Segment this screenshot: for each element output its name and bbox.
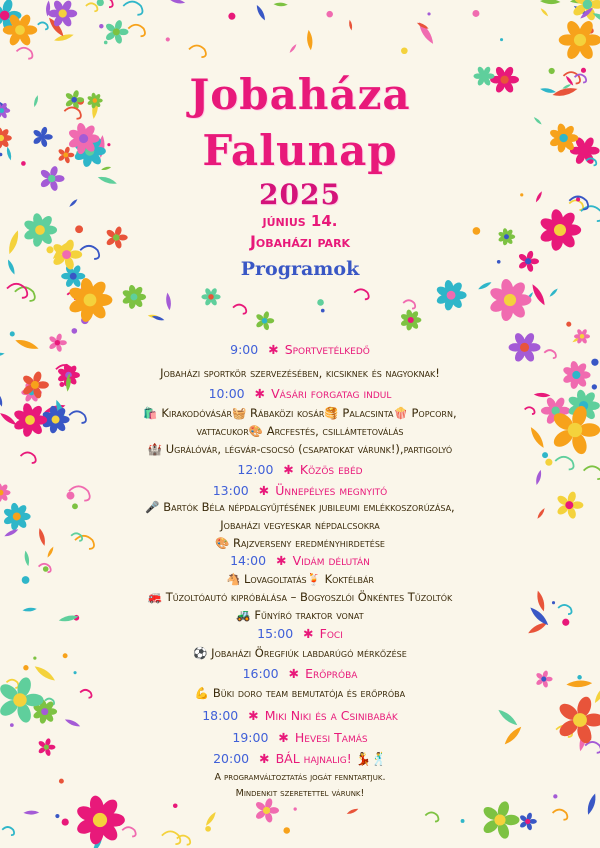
swirl-icon [555, 457, 573, 470]
leaf-icon [478, 282, 491, 289]
flower-center-icon [568, 423, 582, 437]
program-item [80, 462, 520, 477]
swirl-icon [189, 45, 206, 57]
program-description: 💪 Büki doro team bemutatója és erőpróba [194, 686, 406, 700]
dot-icon [59, 382, 64, 387]
leaf-icon [23, 811, 39, 815]
program-description: ⚽ Jobaházi Öregfiúk labdarúgó mérkőzése [193, 646, 407, 660]
flower-center-icon [263, 807, 270, 814]
dot-icon [566, 322, 571, 327]
program-event: Miki Niki és a Csinibabák [264, 708, 398, 723]
flower-center-icon [447, 291, 456, 300]
program-description: 🎤 Bartók Béla népdalgyűjtésének jubileumi emlékkoszorúzása, [145, 500, 455, 514]
swirl-icon [584, 466, 600, 479]
program-item [80, 626, 520, 641]
leaf-icon [0, 394, 2, 407]
dot-icon [59, 779, 64, 784]
program-time: 10:00 [208, 386, 245, 401]
dot-icon [553, 794, 557, 798]
program-description: 🚜 Fűnyíró traktor vonat [236, 608, 364, 622]
flower-center-icon [541, 677, 546, 682]
leaf-icon [54, 34, 74, 41]
swirl-icon [425, 812, 438, 821]
dot-icon [591, 359, 598, 366]
swirl-icon [585, 742, 600, 753]
swirl-icon [558, 605, 571, 614]
asterisk-icon: ✱ [268, 342, 279, 357]
dot-icon [401, 47, 408, 54]
program-time: 16:00 [242, 666, 279, 681]
swirl-icon [2, 827, 14, 835]
leaf-icon [25, 551, 29, 567]
leaf-icon [536, 470, 541, 485]
swirl-icon [38, 22, 48, 29]
program-event: Közös ebéd [299, 462, 363, 477]
dot-icon [500, 38, 503, 41]
dot-icon [317, 299, 324, 306]
program-time: 14:00 [230, 553, 267, 568]
asterisk-icon: ✱ [288, 666, 300, 681]
dot-icon [97, 0, 104, 6]
program-time: 12:00 [237, 462, 274, 477]
asterisk-icon: ✱ [283, 462, 294, 477]
swirl-icon [544, 350, 556, 358]
dot-icon [427, 12, 430, 15]
program-event: Vásári forgatag indul [271, 386, 392, 401]
asterisk-icon: ✱ [276, 553, 287, 568]
program-description: 🛍️ Kirakodóvásár🧺 Rábaközi kosár🥞 Palacsinta🍿 Popcorn, [143, 406, 457, 420]
leaf-icon [534, 393, 551, 397]
flower-center-icon [525, 819, 530, 824]
flower-center-icon [208, 294, 213, 299]
leaf-icon [595, 686, 600, 703]
leaf-icon [22, 608, 36, 612]
program-description: 🏰 Ugrálóvár, légvár-csocsó (csapatokat várunk!),partigolyó [147, 442, 453, 456]
dot-icon [66, 492, 74, 500]
flower-center-icon [93, 813, 107, 827]
leaf-icon [530, 608, 548, 626]
flower-center-icon [113, 28, 120, 35]
leaf-icon [15, 340, 38, 349]
program-event: Erőpróba [305, 666, 358, 681]
leaf-icon [531, 427, 544, 448]
leaf-icon [347, 809, 359, 814]
flower-center-icon [504, 294, 516, 306]
dot-icon [10, 723, 14, 727]
program-event: Sportvetélkedő [284, 342, 370, 357]
leaf-icon [48, 547, 54, 558]
dot-icon [62, 818, 69, 825]
dot-icon [283, 827, 290, 834]
program-description: Mindenkit szeretettel várunk! [235, 788, 365, 799]
program-time: 9:00 [230, 342, 259, 357]
leaf-icon [257, 5, 265, 20]
leaf-icon [290, 44, 297, 53]
program-item [80, 751, 520, 767]
poster-year: 2025 [259, 178, 341, 211]
leaf-icon [166, 293, 171, 311]
dot-icon [173, 803, 178, 808]
dot-icon [23, 665, 28, 670]
poster-title-line2: Falunap [202, 126, 398, 175]
flower-center-icon [130, 293, 137, 300]
swirl-icon [21, 453, 36, 463]
leaf-icon [307, 30, 312, 50]
flower-center-icon [59, 9, 67, 17]
swirl-icon [122, 827, 135, 836]
leaf-icon [566, 681, 592, 688]
flower-center-icon [408, 317, 414, 323]
flower-center-icon [494, 814, 505, 825]
asterisk-icon: ✱ [303, 626, 314, 641]
program-event: BÁL hajnalig! 💃🕺 [275, 751, 387, 766]
program-description: 🚒 Tűzoltóautó kipróbálása – Bogyoszlói Önkéntes Tűzoltók [147, 590, 453, 604]
swirl-icon [128, 25, 145, 36]
program-time: 13:00 [212, 483, 249, 498]
poster-title-line1: Jobaháza [189, 70, 411, 119]
program-description: Jobaházi vegyeskar népdalcsokra [220, 518, 380, 532]
dot-icon [99, 24, 103, 28]
program-event: Hevesi Tamás [294, 730, 368, 745]
flower-center-icon [0, 11, 9, 21]
dot-icon [72, 328, 78, 334]
program-time: 15:00 [257, 626, 294, 641]
swirl-icon [123, 2, 142, 15]
swirl-icon [553, 810, 568, 820]
dot-icon [321, 309, 325, 313]
leaf-icon [588, 794, 596, 815]
dot-icon [104, 41, 108, 45]
swirl-icon [15, 287, 35, 301]
program-item [80, 708, 520, 723]
swirl-icon [233, 305, 246, 314]
program-description: 🎨 Rajzverseny eredményhirdetése [215, 536, 385, 550]
flower-center-icon [41, 708, 48, 715]
program-time: 20:00 [213, 751, 250, 766]
leaf-icon [65, 720, 80, 727]
flower-center-icon [31, 381, 39, 389]
program-event: Foci [319, 626, 343, 641]
swirl-icon [17, 48, 33, 59]
flower-center-icon [55, 340, 60, 345]
program-time: 19:00 [232, 730, 269, 745]
flower-center-icon [574, 34, 586, 46]
asterisk-icon: ✱ [278, 730, 289, 745]
dot-icon [545, 459, 552, 466]
leaf-icon [0, 413, 16, 425]
program-event: Ünnepélyes megnyitó [275, 483, 388, 498]
flower-center-icon [15, 25, 25, 35]
leaf-icon [35, 666, 55, 680]
event-date: június 14. [262, 212, 338, 230]
dot-icon [63, 653, 68, 658]
dot-icon [294, 807, 297, 810]
leaf-icon [537, 591, 544, 612]
leaf-icon [537, 508, 544, 519]
asterisk-icon: ✱ [254, 386, 266, 401]
program-description: Jobaházi sportkör szervezésében, kicsiknek és nagyoknak! [160, 366, 440, 380]
dot-icon [592, 384, 597, 389]
swirl-icon [403, 300, 415, 308]
asterisk-icon: ✱ [259, 751, 270, 766]
leaf-icon [39, 528, 45, 546]
dot-icon [228, 13, 235, 20]
leaf-icon [532, 284, 544, 305]
flower-center-icon [13, 513, 21, 521]
program-item [80, 386, 520, 401]
programs-heading: Programok [240, 258, 360, 280]
dot-icon [461, 819, 465, 823]
dot-icon [55, 814, 59, 818]
swirl-icon [525, 407, 535, 414]
flower-center-icon [84, 294, 97, 307]
swirl-icon [86, 3, 98, 11]
asterisk-icon: ✱ [248, 708, 259, 723]
leaf-icon [541, 8, 549, 16]
leaf-icon [540, 0, 560, 4]
program-item [80, 553, 520, 568]
dot-icon [22, 576, 30, 584]
swirl-icon [354, 289, 369, 299]
dot-icon [205, 826, 211, 832]
flower-center-icon [44, 745, 49, 750]
flower-center-icon [25, 415, 35, 425]
dot-icon [472, 10, 479, 17]
dot-icon [10, 331, 15, 336]
flower-center-icon [262, 318, 268, 324]
flower-center-icon [572, 371, 580, 379]
program-item [80, 342, 520, 357]
flower-center-icon [583, 0, 592, 9]
leaf-icon [170, 0, 185, 3]
dot-icon [577, 675, 582, 680]
dot-icon [562, 619, 569, 626]
dot-icon [33, 657, 36, 660]
leaf-icon [206, 812, 216, 826]
event-place: Jobaházi park [249, 232, 351, 251]
dot-icon [552, 601, 555, 604]
asterisk-icon: ✱ [258, 483, 270, 498]
dot-icon [74, 671, 77, 674]
program-item [80, 730, 520, 745]
program-description: 🐴 Lovagoltatás🍹 Koktélbár [226, 572, 374, 586]
leaf-icon [4, 529, 18, 536]
dot-icon [72, 503, 78, 509]
dot-icon [166, 37, 170, 41]
flower-center-icon [52, 416, 60, 424]
flower-center-icon [565, 501, 573, 509]
leaf-icon [274, 3, 288, 7]
program-description: vattacukor🎨 Arcfestés, csillámtetoválás [196, 424, 404, 438]
flower-center-icon [13, 693, 26, 706]
program-item [80, 666, 520, 681]
flower-center-icon [520, 343, 529, 352]
leaf-icon [528, 623, 547, 634]
flower-center-icon [573, 713, 587, 727]
leaf-icon [0, 353, 5, 356]
program-time: 18:00 [202, 708, 239, 723]
program-event: Vidám délután [292, 553, 370, 568]
program-item [80, 483, 520, 498]
dot-icon [326, 11, 333, 18]
leaf-icon [550, 289, 558, 297]
dot-icon [542, 452, 548, 458]
dot-icon [43, 566, 49, 572]
program-description: A programváltoztatás jogát fenntartjuk. [214, 772, 386, 783]
leaf-icon [349, 20, 352, 31]
flower-center-icon [580, 334, 585, 339]
leaf-icon [152, 316, 164, 320]
